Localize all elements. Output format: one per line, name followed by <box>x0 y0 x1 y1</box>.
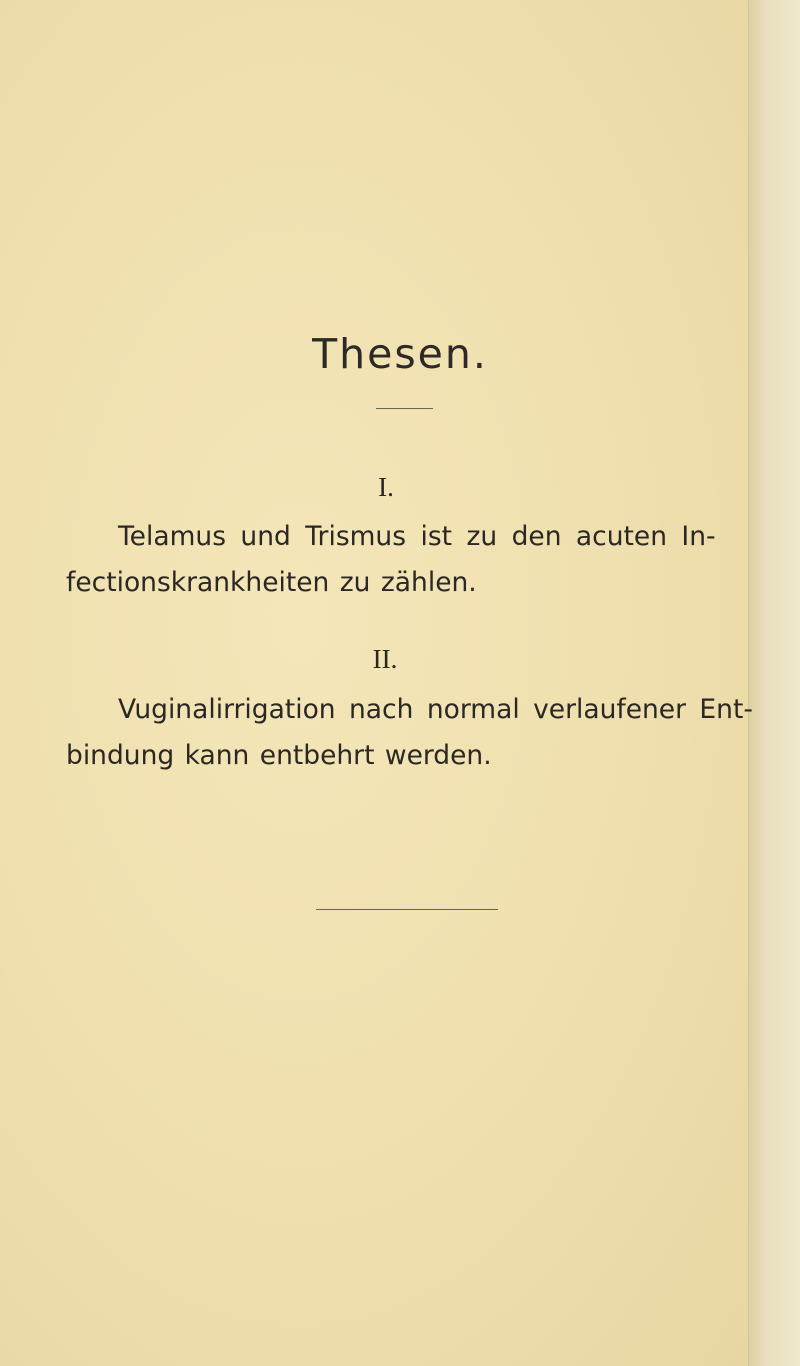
thesis-1-line-2: fectionskrankheiten zu zählen. <box>66 567 477 598</box>
thesis-1-line-1: Telamus und Trismus ist zu den acuten In- <box>118 521 716 552</box>
thesis-2-line-2: bindung kann entbehrt werden. <box>66 740 492 771</box>
closing-divider <box>316 909 498 910</box>
thesis-2-numeral: II. <box>372 644 398 674</box>
page-title: Thesen. <box>312 330 488 378</box>
page-edge <box>748 0 800 1366</box>
title-divider <box>376 408 433 409</box>
thesis-1-numeral: I. <box>378 472 394 502</box>
thesis-2-line-1: Vuginalirrigation nach normal verlaufener Ent- <box>118 694 753 725</box>
